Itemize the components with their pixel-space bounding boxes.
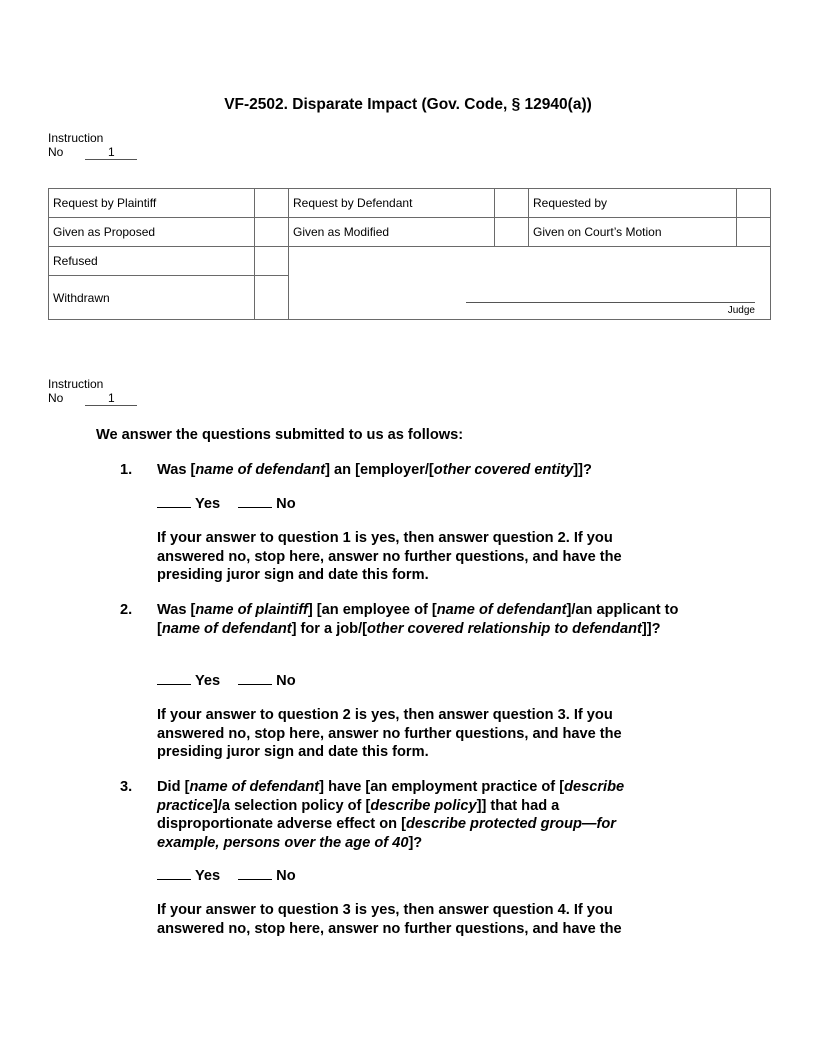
yes-blank[interactable]	[157, 495, 191, 508]
question-1-text	[157, 461, 727, 480]
request-by-defendant-label: Request by Defendant	[289, 189, 495, 218]
instruction-number: 1	[85, 392, 137, 406]
no-blank[interactable]	[238, 672, 272, 685]
question-text-segment: ]/a selection policy of [	[212, 797, 371, 814]
refused-label: Refused	[49, 247, 255, 276]
question-1-followup: If your answer to question 1 is yes, then answer question 2. If you answered no, stop here, answer no further questions, and have the presiding juror sign and date this form.	[157, 530, 622, 583]
question-text-segment: ]/an applicant to [	[157, 602, 679, 637]
document-title: VF-2502. Disparate Impact (Gov. Code, § 12940(a))	[224, 96, 592, 113]
placeholder-text: other covered relationship to defendant	[367, 620, 642, 637]
question-3-text	[157, 778, 677, 852]
request-by-plaintiff-label: Request by Plaintiff	[49, 189, 255, 218]
given-on-courts-motion-checkbox[interactable]	[737, 218, 771, 247]
placeholder-text: describe practice	[157, 779, 625, 814]
instruction-number-block-2	[48, 377, 137, 406]
given-as-modified-checkbox[interactable]	[495, 218, 529, 247]
given-as-proposed-label: Given as Proposed	[49, 218, 255, 247]
judge-signature-area	[289, 247, 771, 320]
no-label: No	[48, 145, 64, 159]
question-2-text	[157, 601, 717, 638]
placeholder-text: name of defendant	[195, 462, 326, 478]
question-text-segment: ] an [employer/[	[325, 462, 434, 478]
question-text-segment: Was [	[157, 462, 196, 478]
question-2-number: 2.	[120, 602, 133, 618]
yes-blank[interactable]	[157, 672, 191, 685]
instruction-number-block	[48, 131, 137, 160]
requested-by-label: Requested by	[529, 189, 737, 218]
no-blank[interactable]	[238, 495, 272, 508]
question-2-answer	[157, 672, 296, 691]
no-label: No	[276, 673, 296, 689]
request-by-plaintiff-checkbox[interactable]	[255, 189, 289, 218]
question-1-number: 1.	[120, 462, 133, 478]
requested-by-checkbox[interactable]	[737, 189, 771, 218]
question-1-answer	[157, 495, 296, 514]
question-3-number: 3.	[120, 779, 133, 795]
placeholder-text: name of defendant	[189, 779, 320, 795]
question-text-segment: ]]?	[573, 462, 592, 478]
placeholder-text: name of defendant	[436, 602, 567, 618]
question-text-segment: Was [	[157, 602, 196, 618]
question-text-segment: ]]?	[641, 620, 661, 637]
no-label: No	[276, 868, 296, 884]
question-text-segment: ]?	[408, 834, 423, 851]
no-blank[interactable]	[238, 867, 272, 880]
placeholder-text: other covered entity	[433, 462, 574, 478]
question-text-segment: ] [an employee of [	[307, 602, 437, 618]
withdrawn-checkbox[interactable]	[255, 276, 289, 320]
yes-blank[interactable]	[157, 867, 191, 880]
request-by-defendant-checkbox[interactable]	[495, 189, 529, 218]
verdict-intro: We answer the questions submitted to us as follows:	[96, 427, 464, 443]
placeholder-text: describe protected group—for example, persons over the age of 40	[157, 816, 616, 851]
question-2-followup: If your answer to question 2 is yes, then answer question 3. If you answered no, stop here, answer no further questions, and have the presiding juror sign and date this form.	[157, 707, 622, 760]
request-status-table	[48, 188, 771, 320]
refused-checkbox[interactable]	[255, 247, 289, 276]
yes-label: Yes	[195, 868, 221, 884]
instruction-number: 1	[85, 146, 137, 160]
placeholder-text: name of defendant	[161, 620, 292, 637]
given-on-courts-motion-label: Given on Court’s Motion	[529, 218, 737, 247]
question-3-answer	[157, 867, 296, 886]
instruction-label: Instruction	[48, 377, 104, 391]
no-label: No	[276, 496, 296, 512]
question-text-segment: ] have [an employment practice of [	[319, 779, 565, 795]
withdrawn-label: Withdrawn	[49, 276, 255, 320]
judge-label: Judge	[727, 305, 755, 316]
no-label: No	[48, 391, 64, 405]
question-3-followup: If your answer to question 3 is yes, then answer question 4. If you answered no, stop here, answer no further questions, and have the	[157, 902, 622, 937]
placeholder-text: name of plaintiff	[195, 602, 308, 618]
question-text-segment: ] for a job/[	[291, 620, 368, 637]
question-text-segment: Did [	[157, 779, 190, 795]
instruction-label: Instruction	[48, 131, 104, 145]
given-as-proposed-checkbox[interactable]	[255, 218, 289, 247]
placeholder-text: describe policy	[370, 797, 477, 814]
question-text-segment: ]] that had a disproportionate adverse effect on [	[157, 797, 560, 832]
judge-signature-line[interactable]	[466, 302, 755, 303]
yes-label: Yes	[195, 496, 221, 512]
yes-label: Yes	[195, 673, 221, 689]
given-as-modified-label: Given as Modified	[289, 218, 495, 247]
